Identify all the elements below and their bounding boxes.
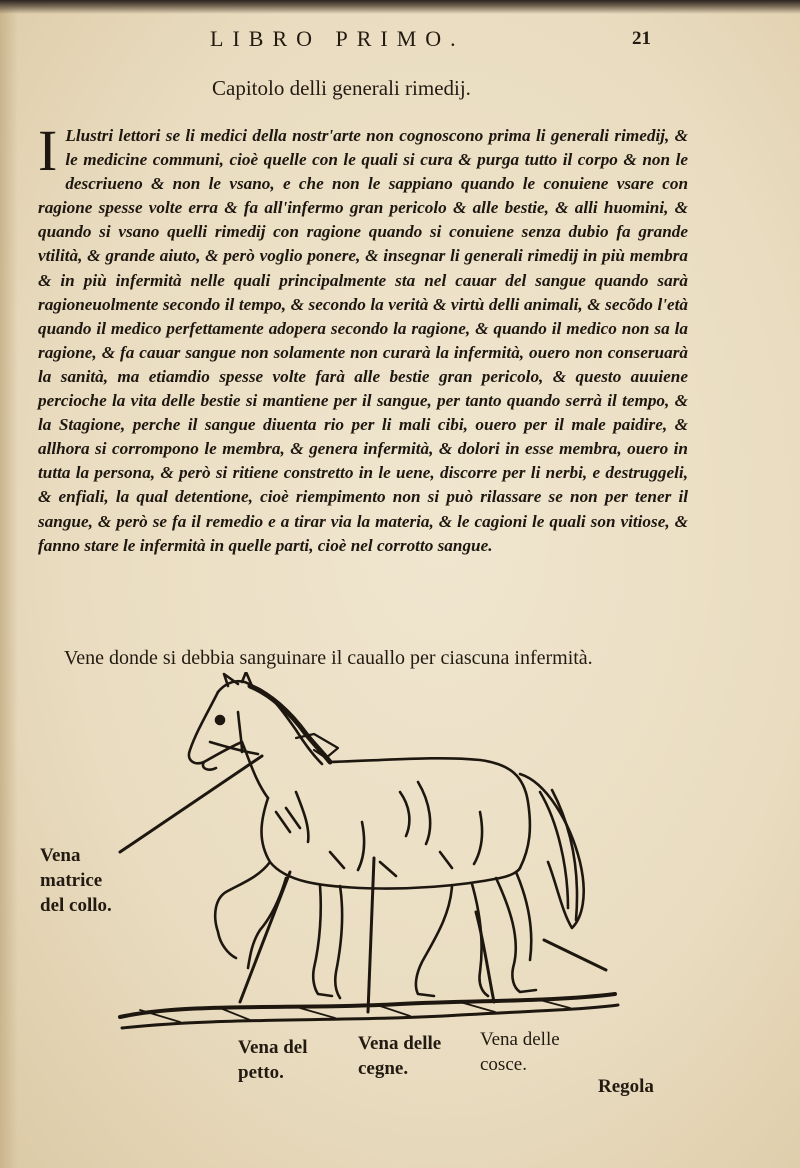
running-title: LIBRO PRIMO.	[210, 26, 465, 51]
label-vena-cosce: Vena delle cosce.	[480, 1029, 560, 1075]
label-vena-cegne: Vena delle cegne.	[358, 1033, 442, 1079]
label-vena-matrice: Vena matrice del collo.	[40, 845, 112, 916]
body-paragraph: Llustri lettori se li medici della nostr'arte non cognoscono prima li generali rimedij, & le medicine communi, cioè quelle con le quali si cura & purga tutto il corpo & non le descriueno & non le vsano, e che non le sappiano quando le conuiene vsare con ragione spesse volte erra & fa all'infermo gran pericolo & alle bestie, & alli huomini, & quando si vsano quelli rimedij con ragione quando si conuiene senza dubio fa grande vtilità, & grande aiuto, & però voglio ponere, & insegnar li generali rimedij in più membra & in più infermità nelle quali principalmente sta nel cauar del sangue quando sarà ragioneuolmente secondo il tempo, & secondo la verità & virtù delli animali, & secõdo l'età quando il medico perfettamente adopera secondo la ragione, & quando il medico non sa la ragione, & fa cauar sangue non solamente non curarà la infermità, ouero non conseruarà la sanità, ma etiamdio spesse volte farà alle bestie gran pericolo, & questo auuiene percioche la vita delle bestie si mantiene per il sangue, per tanto quando serrà il tempo, & la Stagione, perche il sangue diuenta rio per li mali cibi, ouero per il male paidire, & allhora si corrompono le membra, & genera infermità, & dolori in esse membra, ouero in tutta la persona, & però si ritiene constretto in le uene, discorre per li nerbi, e destruggeli, & enfiali, la qual detentione, cioè riempimento non si può rilassare se non per tener il sangue, & però se fa il remedio e a tirar via la materia, & le cagioni le quali son vitiose, & fanno stare le infermità in quelle parti, cioè nel corrotto sangue.	[38, 126, 688, 555]
chapter-title: Capitolo delli generali rimedij.	[212, 76, 471, 100]
drop-cap: I	[38, 118, 58, 183]
horse-woodcut	[100, 672, 640, 1052]
catchword-regola: Regola	[598, 1076, 654, 1097]
page-number: 21	[632, 28, 651, 49]
label-vena-petto: Vena del petto.	[238, 1037, 308, 1083]
chapter-body	[38, 118, 688, 558]
figure-heading: Vene donde si debbia sanguinare il cauallo per ciascuna infermità.	[64, 647, 593, 669]
